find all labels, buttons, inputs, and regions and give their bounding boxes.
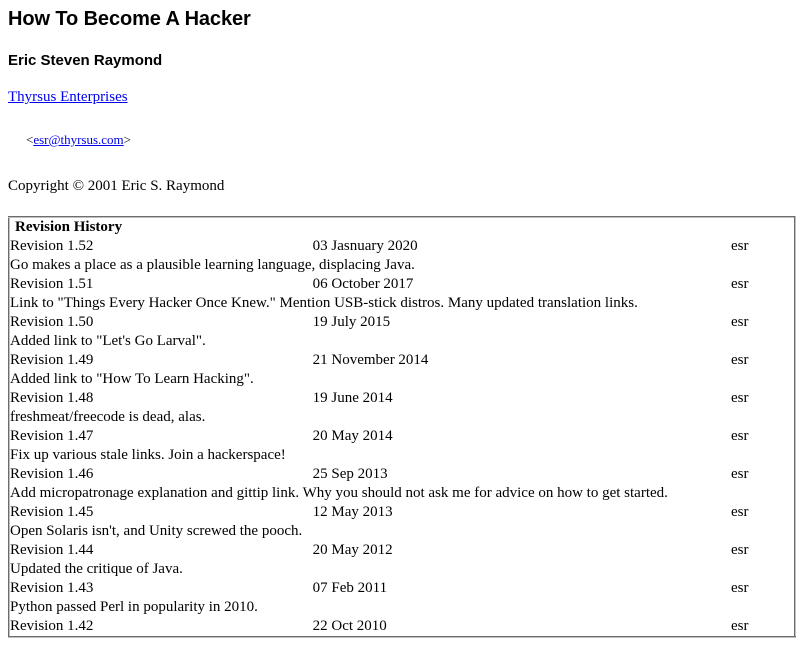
affiliation-link[interactable]: Thyrsus Enterprises (8, 89, 128, 105)
email-link[interactable]: esr@thyrsus.com (33, 132, 124, 147)
revision-number: Revision 1.46 (10, 466, 94, 482)
revision-history-caption: Revision History (15, 219, 123, 235)
table-row-remark (9, 408, 795, 427)
revision-remark: Go makes a place as a plausible learning language, displacing Java. (10, 257, 415, 273)
revision-remark: Fix up various stale links. Join a hackerspace! (10, 447, 286, 463)
revision-remark: Added link to "Let's Go Larval". (10, 333, 206, 349)
table-row (9, 465, 795, 484)
revision-date: 06 October 2017 (312, 276, 414, 292)
revision-remark: Add micropatronage explanation and gittip link. Why you should not ask me for advice on how to get started. (10, 485, 668, 501)
revision-date: 19 June 2014 (312, 390, 393, 406)
revision-number: Revision 1.48 (10, 390, 94, 406)
table-row (9, 351, 795, 370)
table-row (9, 389, 795, 408)
revision-remark: freshmeat/freecode is dead, alas. (10, 409, 206, 425)
table-row (9, 427, 795, 446)
revision-date: 07 Feb 2011 (312, 580, 388, 596)
revision-number: Revision 1.51 (10, 276, 94, 292)
revision-remark: Open Solaris isn't, and Unity screwed the pooch. (10, 523, 303, 539)
revision-history-caption-row (9, 217, 795, 237)
revision-history-table (8, 216, 796, 638)
revision-date: 19 July 2015 (312, 314, 391, 330)
revision-number: Revision 1.50 (10, 314, 94, 330)
revision-date: 20 May 2014 (312, 428, 393, 444)
revision-number: Revision 1.42 (10, 618, 94, 634)
revision-remark: Link to "Things Every Hacker Once Knew." Mention USB-stick distros. Many updated translation links. (10, 295, 638, 311)
author-email (8, 132, 792, 148)
revision-number: Revision 1.45 (10, 504, 94, 520)
table-row-remark (9, 560, 795, 579)
table-row-remark (9, 522, 795, 541)
revision-author: esr (731, 504, 749, 520)
revision-author: esr (731, 390, 749, 406)
copyright-notice: Copyright © 2001 Eric S. Raymond (8, 178, 225, 194)
revision-date: 03 Jasnuary 2020 (312, 238, 418, 254)
table-row (9, 503, 795, 522)
table-row-remark (9, 598, 795, 617)
email-open-bracket: < (26, 132, 34, 147)
revision-remark: Updated the critique of Java. (10, 561, 183, 577)
revision-date: 25 Sep 2013 (312, 466, 388, 482)
revision-author: esr (731, 314, 749, 330)
table-row (9, 579, 795, 598)
table-row-remark (9, 446, 795, 465)
page-title: How To Become A Hacker (8, 8, 251, 30)
revision-author: esr (731, 238, 749, 254)
revision-date: 21 November 2014 (312, 352, 429, 368)
revision-date: 12 May 2013 (312, 504, 393, 520)
revision-remark: Python passed Perl in popularity in 2010. (10, 599, 258, 615)
table-row-remark (9, 256, 795, 275)
affiliation (8, 88, 792, 106)
revision-date: 22 Oct 2010 (312, 618, 387, 634)
revision-number: Revision 1.49 (10, 352, 94, 368)
table-row (9, 617, 795, 637)
revision-date: 20 May 2012 (312, 542, 393, 558)
table-row (9, 313, 795, 332)
revision-author: esr (731, 466, 749, 482)
revision-remark: Added link to "How To Learn Hacking". (10, 371, 254, 387)
revision-number: Revision 1.44 (10, 542, 94, 558)
revision-author: esr (731, 580, 749, 596)
revision-author: esr (731, 276, 749, 292)
table-row-remark (9, 294, 795, 313)
revision-number: Revision 1.47 (10, 428, 94, 444)
revision-author: esr (731, 428, 749, 444)
revision-author: esr (731, 542, 749, 558)
revision-number: Revision 1.52 (10, 238, 94, 254)
revision-history-section (8, 216, 792, 638)
table-row-remark (9, 332, 795, 351)
table-row (9, 541, 795, 560)
revision-history-body (9, 217, 795, 637)
table-row (9, 237, 795, 256)
revision-number: Revision 1.43 (10, 580, 94, 596)
table-row-remark (9, 484, 795, 503)
revision-author: esr (731, 352, 749, 368)
author-name: Eric Steven Raymond (8, 52, 163, 69)
table-row (9, 275, 795, 294)
revision-author: esr (731, 618, 749, 634)
table-row-remark (9, 370, 795, 389)
email-close-bracket: > (123, 132, 132, 147)
